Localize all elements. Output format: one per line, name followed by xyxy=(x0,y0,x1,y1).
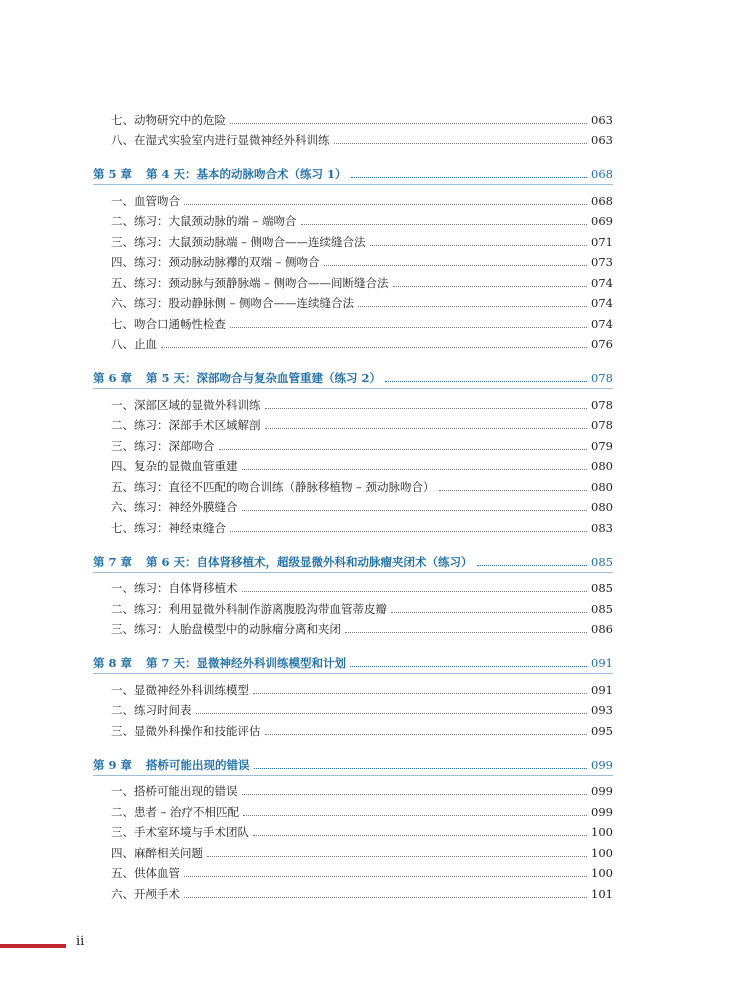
dot-leader xyxy=(370,245,587,246)
page-ref: 080 xyxy=(591,479,613,494)
page-ref: 078 xyxy=(591,371,613,385)
page-ref: 063 xyxy=(591,133,613,147)
page-ref: 080 xyxy=(591,459,613,473)
toc-chapter-heading[interactable] xyxy=(93,547,613,569)
entry-label: 三、手术室环境与手术团队 xyxy=(111,825,249,839)
entry-label: 三、显微外科操作和技能评估 xyxy=(111,723,261,738)
entry-label: 五、练习：直径不匹配的吻合训练（静脉移植物 – 颈动脉吻合） xyxy=(111,479,435,494)
page-ref: 091 xyxy=(591,656,613,670)
dot-leader xyxy=(184,876,587,877)
toc-entry[interactable] xyxy=(93,778,613,799)
entry-label: 六、练习：神经外膜缝合 xyxy=(111,500,238,514)
dot-leader xyxy=(265,734,588,735)
toc-entry[interactable] xyxy=(93,432,613,453)
entry-label: 五、练习：颈动脉与颈静脉端 – 侧吻合——间断缝合法 xyxy=(111,275,389,290)
page-ref: 085 xyxy=(591,581,613,595)
chapter-number: 第 8 章 xyxy=(93,656,133,670)
dot-leader xyxy=(242,469,588,470)
page-ref: 078 xyxy=(591,397,613,412)
chapter-gap xyxy=(93,738,613,750)
page-ref: 100 xyxy=(591,845,613,860)
page-ref: 068 xyxy=(591,167,613,181)
page-ref: 074 xyxy=(591,296,613,310)
toc-entry[interactable] xyxy=(93,249,613,270)
page-ref: 074 xyxy=(591,275,613,290)
page-ref: 063 xyxy=(591,112,613,127)
page-ref: 086 xyxy=(591,622,613,636)
toc-entry[interactable] xyxy=(93,839,613,860)
toc-entry[interactable] xyxy=(93,616,613,637)
dot-leader xyxy=(242,510,588,511)
page-ref: 079 xyxy=(591,438,613,453)
entry-label: 二、练习：利用显微外科制作游离腹股沟带血管蒂皮瓣 xyxy=(111,601,387,616)
dot-leader xyxy=(184,204,587,205)
toc-entry[interactable] xyxy=(93,453,613,474)
toc-entry[interactable] xyxy=(93,514,613,535)
chapter-number: 第 7 章 xyxy=(93,554,133,569)
dot-leader xyxy=(324,265,587,266)
chapter-title: 第 5 天：深部吻合与复杂血管重建（练习 2） xyxy=(146,371,382,385)
page-ref: 085 xyxy=(591,601,613,616)
page-ref: 078 xyxy=(591,418,613,432)
dot-leader xyxy=(242,591,588,592)
page-ref: 099 xyxy=(591,784,613,798)
dot-leader xyxy=(242,794,588,795)
chapter-divider xyxy=(93,775,613,776)
chapter-divider xyxy=(93,572,613,573)
page-ref: 101 xyxy=(591,886,613,901)
page-ref: 095 xyxy=(591,723,613,738)
dot-leader xyxy=(345,632,587,633)
toc-entry[interactable] xyxy=(93,473,613,494)
dot-leader xyxy=(393,286,587,287)
chapter-number: 第 6 章 xyxy=(93,371,133,385)
toc-entry[interactable] xyxy=(93,310,613,331)
toc-entry[interactable] xyxy=(93,106,613,127)
page-number: ii xyxy=(76,934,85,949)
toc-entry[interactable] xyxy=(93,127,613,148)
entry-label: 五、供体血管 xyxy=(111,866,180,880)
dot-leader xyxy=(254,768,588,769)
dot-leader xyxy=(265,428,588,429)
entry-label: 四、练习：颈动脉动脉襻的双端 – 侧吻合 xyxy=(111,255,320,269)
toc-entry[interactable] xyxy=(93,880,613,901)
dot-leader xyxy=(439,490,587,491)
chapter-gap xyxy=(93,636,613,648)
entry-label: 四、麻醉相关问题 xyxy=(111,845,203,860)
dot-leader xyxy=(253,693,587,694)
toc-entry[interactable] xyxy=(93,575,613,596)
entry-label: 二、练习：深部手术区域解剖 xyxy=(111,418,261,432)
chapter-label xyxy=(93,555,473,569)
chapter-title: 第 6 天：自体肾移植术，超级显微外科和动脉瘤夹闭术（练习） xyxy=(146,554,473,569)
dot-leader xyxy=(391,612,587,613)
entry-label: 一、练习：自体肾移植术 xyxy=(111,581,238,595)
dot-leader xyxy=(243,815,587,816)
toc-entry[interactable] xyxy=(93,798,613,819)
dot-leader xyxy=(161,347,587,348)
table-of-contents xyxy=(93,106,613,901)
page-ref: 099 xyxy=(591,757,613,772)
entry-label: 一、深部区域的显微外科训练 xyxy=(111,397,261,412)
dot-leader xyxy=(301,224,587,225)
toc-entry[interactable] xyxy=(93,269,613,290)
chapter-divider xyxy=(93,184,613,185)
chapter-label xyxy=(93,371,381,385)
chapter-number: 第 9 章 xyxy=(93,757,133,772)
toc-entry[interactable] xyxy=(93,676,613,697)
page-ref: 073 xyxy=(591,255,613,269)
toc-entry[interactable] xyxy=(93,331,613,352)
dot-leader xyxy=(196,713,588,714)
page-ref: 069 xyxy=(591,214,613,228)
page-ref: 091 xyxy=(591,682,613,697)
toc-chapter-heading[interactable] xyxy=(93,750,613,772)
entry-label: 四、复杂的显微血管重建 xyxy=(111,459,238,473)
page-ref: 068 xyxy=(591,193,613,208)
toc-chapter-heading[interactable] xyxy=(93,648,613,670)
chapter-gap xyxy=(93,147,613,159)
entry-label: 一、血管吻合 xyxy=(111,193,180,208)
chapter-label xyxy=(93,656,346,670)
toc-entry[interactable] xyxy=(93,228,613,249)
toc-entry[interactable] xyxy=(93,494,613,515)
page-ref: 071 xyxy=(591,234,613,249)
page-ref: 085 xyxy=(591,554,613,569)
entry-label: 三、练习：大鼠颈动脉端 – 侧吻合——连续缝合法 xyxy=(111,234,366,249)
toc-entry[interactable] xyxy=(93,595,613,616)
entry-label: 二、患者 – 治疗不相匹配 xyxy=(111,804,240,819)
chapter-label xyxy=(93,167,347,181)
toc-entry[interactable] xyxy=(93,391,613,412)
page-ref: 080 xyxy=(591,500,613,514)
entry-label: 七、吻合口通畅性检查 xyxy=(111,316,226,331)
dot-leader xyxy=(207,856,587,857)
entry-label: 八、在湿式实验室内进行显微神经外科训练 xyxy=(111,133,330,147)
toc-entry[interactable] xyxy=(93,717,613,738)
entry-label: 二、练习时间表 xyxy=(111,703,192,717)
page-ref: 099 xyxy=(591,804,613,819)
dot-leader xyxy=(184,897,587,898)
dot-leader xyxy=(219,449,588,450)
footer-accent-bar xyxy=(0,944,66,948)
page-ref: 074 xyxy=(591,316,613,331)
entry-label: 六、开颅手术 xyxy=(111,886,180,901)
page-ref: 100 xyxy=(591,825,613,839)
dot-leader xyxy=(358,306,587,307)
toc-entry[interactable] xyxy=(93,208,613,229)
toc-entry[interactable] xyxy=(93,290,613,311)
chapter-divider xyxy=(93,673,613,674)
entry-label: 七、练习：神经束缝合 xyxy=(111,520,226,535)
dot-leader xyxy=(477,565,588,566)
toc-entry[interactable] xyxy=(93,697,613,718)
dot-leader xyxy=(350,666,587,667)
toc-entry[interactable] xyxy=(93,860,613,881)
chapter-label xyxy=(93,758,250,772)
chapter-title: 第 4 天：基本的动脉吻合术（练习 1） xyxy=(146,167,347,181)
chapter-number: 第 5 章 xyxy=(93,167,133,181)
dot-leader xyxy=(230,531,587,532)
page-ref: 100 xyxy=(591,866,613,880)
toc-entry[interactable] xyxy=(93,187,613,208)
page-ref: 076 xyxy=(591,337,613,351)
dot-leader xyxy=(385,381,587,382)
chapter-gap xyxy=(93,351,613,363)
toc-chapter-heading[interactable] xyxy=(93,363,613,385)
entry-label: 三、练习：深部吻合 xyxy=(111,438,215,453)
chapter-title: 第 7 天：显微神经外科训练模型和计划 xyxy=(146,656,347,670)
dot-leader xyxy=(230,327,587,328)
chapter-title: 搭桥可能出现的错误 xyxy=(146,757,250,772)
entry-label: 八、止血 xyxy=(111,337,157,351)
chapter-divider xyxy=(93,388,613,389)
toc-entry[interactable] xyxy=(93,412,613,433)
entry-label: 三、练习：人胎盘模型中的动脉瘤分离和夹闭 xyxy=(111,622,341,636)
dot-leader xyxy=(351,177,588,178)
entry-label: 一、显微神经外科训练模型 xyxy=(111,682,249,697)
page-ref: 093 xyxy=(591,703,613,717)
dot-leader xyxy=(253,835,587,836)
dot-leader xyxy=(265,408,588,409)
chapter-gap xyxy=(93,535,613,547)
entry-label: 七、动物研究中的危险 xyxy=(111,112,226,127)
toc-entry[interactable] xyxy=(93,819,613,840)
page-ref: 083 xyxy=(591,520,613,535)
dot-leader xyxy=(334,143,588,144)
dot-leader xyxy=(230,123,587,124)
entry-label: 二、练习：大鼠颈动脉的端 – 端吻合 xyxy=(111,214,297,228)
entry-label: 一、搭桥可能出现的错误 xyxy=(111,784,238,798)
toc-chapter-heading[interactable] xyxy=(93,159,613,181)
entry-label: 六、练习：股动静脉侧 – 侧吻合——连续缝合法 xyxy=(111,296,355,310)
